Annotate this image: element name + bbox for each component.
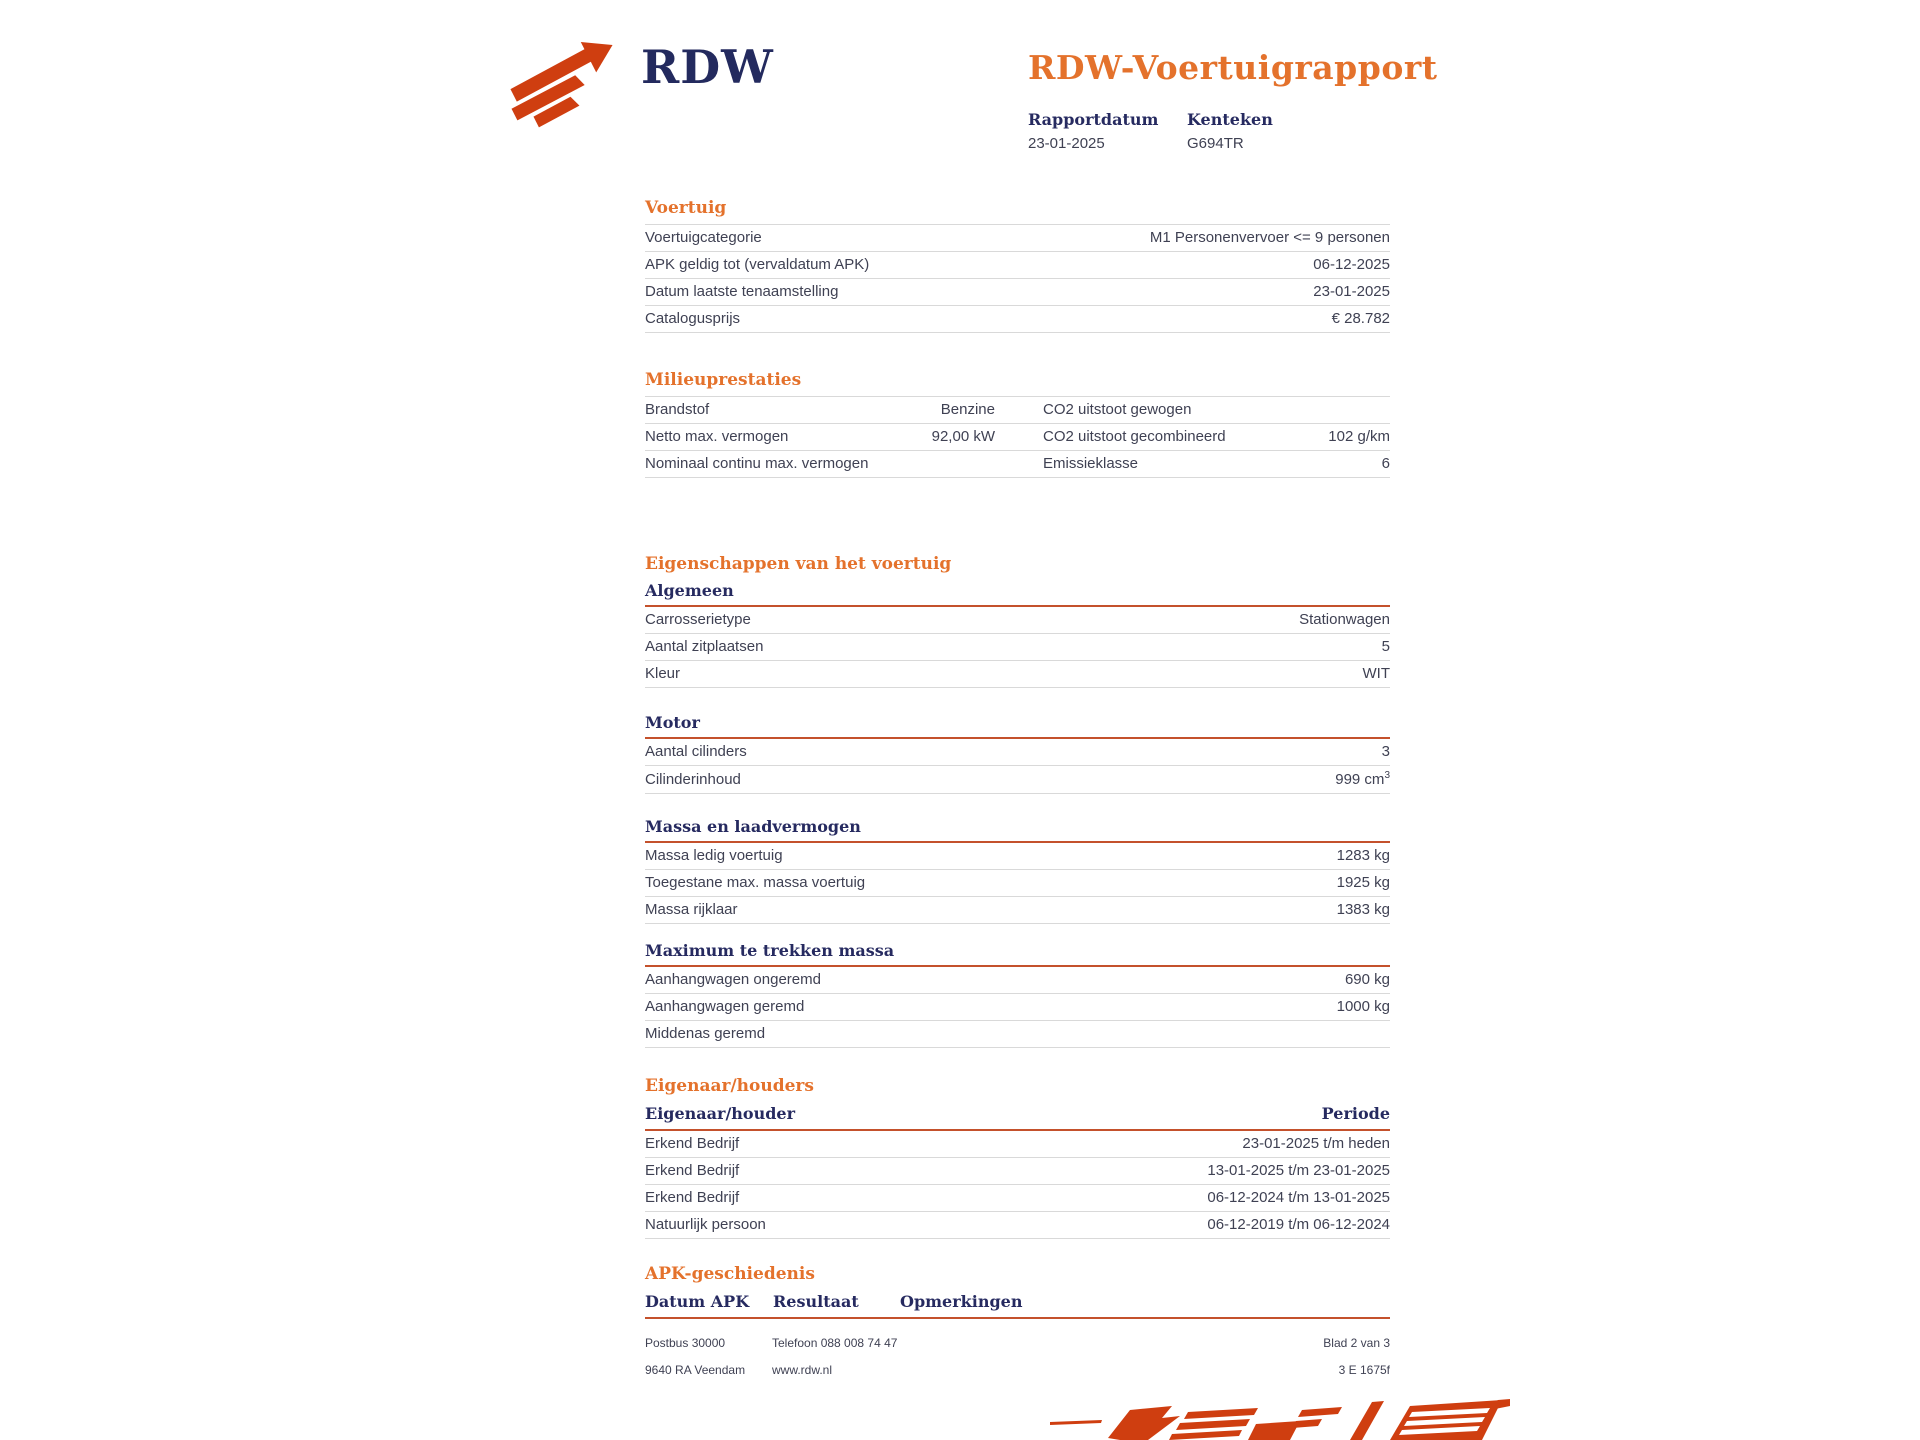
- subsection-massa: [645, 818, 1390, 924]
- section-eigenaar-houders: [645, 1076, 1390, 1239]
- section-heading: Eigenschappen van het voertuig: [645, 554, 952, 574]
- table-row: [645, 1131, 1390, 1158]
- row-label: Netto max. vermogen: [645, 428, 789, 445]
- row-label: Aantal zitplaatsen: [645, 638, 764, 655]
- row-label: Middenas geremd: [645, 1025, 766, 1042]
- table-row: [645, 661, 1390, 688]
- section-heading: Eigenaar/houders: [645, 1076, 814, 1096]
- table-row: [645, 994, 1390, 1021]
- table-row: [645, 397, 1390, 424]
- row-value: 23-01-2025: [1313, 283, 1390, 300]
- row-label: Catalogusprijs: [645, 310, 741, 327]
- row-value: Stationwagen: [1299, 611, 1390, 628]
- section-apk-geschiedenis: [645, 1264, 1390, 1319]
- table-row: [645, 225, 1390, 252]
- footer-city: 9640 RA Veendam: [645, 1363, 746, 1377]
- plate-value: G694TR: [1187, 135, 1244, 152]
- rdw-logo: [505, 40, 774, 132]
- table-row: [645, 1021, 1390, 1048]
- period-cell: 06-12-2019 t/m 06-12-2024: [1207, 1216, 1390, 1233]
- row-value: € 28.782: [1331, 310, 1390, 327]
- report-date-label: Rapportdatum: [1028, 110, 1159, 129]
- table-row: [645, 967, 1390, 994]
- row-value: 06-12-2025: [1313, 256, 1390, 273]
- rdw-logo-arrow-icon: [505, 40, 627, 132]
- subsection-algemeen: [645, 582, 1390, 688]
- row-label: Toegestane max. massa voertuig: [645, 874, 866, 891]
- row-label: Massa rijklaar: [645, 901, 738, 918]
- row-value: 690 kg: [1344, 971, 1390, 988]
- period-cell: 13-01-2025 t/m 23-01-2025: [1207, 1162, 1390, 1179]
- massa-table: [645, 843, 1390, 924]
- row-label: Aantal cilinders: [645, 743, 747, 760]
- row-label: Datum laatste tenaamstelling: [645, 283, 839, 300]
- footer-postbus: Postbus 30000: [645, 1336, 726, 1350]
- row-label: Carrosserietype: [645, 611, 751, 628]
- section-milieuprestaties: [645, 370, 1390, 478]
- row-label: Aanhangwagen geremd: [645, 998, 805, 1015]
- owner-cell: Erkend Bedrijf: [645, 1189, 740, 1206]
- subsection-heading: Algemeen: [645, 582, 1390, 607]
- row-label: Brandstof: [645, 401, 710, 418]
- table-row: [645, 306, 1390, 333]
- row-label: Cilinderinhoud: [645, 771, 741, 788]
- table-row: [645, 897, 1390, 924]
- table-row: [645, 1212, 1390, 1239]
- row-value: Benzine: [940, 401, 995, 418]
- eigenaar-table: [645, 1131, 1390, 1239]
- row-value: 6: [1381, 455, 1390, 472]
- page-footer: [645, 1330, 1390, 1384]
- row-value: 92,00 kW: [931, 428, 995, 445]
- rdw-logo-text: RDW: [641, 40, 774, 94]
- section-eigenschappen: [645, 554, 1390, 1048]
- row-value: 5: [1381, 638, 1390, 655]
- table-row: [645, 424, 1390, 451]
- superscript: 3: [1384, 770, 1390, 781]
- footer-contact: [772, 1330, 1323, 1384]
- subsection-heading: Motor: [645, 714, 1390, 739]
- row-value: 1925 kg: [1336, 874, 1390, 891]
- row-label: Aanhangwagen ongeremd: [645, 971, 821, 988]
- row-value: 999 $cm^3$: [1335, 770, 1390, 788]
- row-label: Emissieklasse: [1043, 455, 1139, 472]
- table-row: [645, 634, 1390, 661]
- section-heading: Voertuig: [645, 198, 727, 218]
- row-label: Nominaal continu max. vermogen: [645, 455, 869, 472]
- eigenaar-table-header: [645, 1104, 1390, 1131]
- report-date-value: 23-01-2025: [1028, 135, 1105, 152]
- column-header-resultaat: Resultaat: [773, 1292, 859, 1311]
- table-row: [645, 252, 1390, 279]
- table-row: [645, 607, 1390, 634]
- trekken-table: [645, 967, 1390, 1048]
- milieu-table: [645, 396, 1390, 478]
- column-header-owner: Eigenaar/houder: [645, 1104, 796, 1123]
- table-row: [645, 1185, 1390, 1212]
- row-label: Voertuigcategorie: [645, 229, 762, 246]
- row-label: Kleur: [645, 665, 681, 682]
- row-value: M1 Personenvervoer <= 9 personen: [1149, 229, 1390, 246]
- column-header-datum-apk: Datum APK: [645, 1292, 750, 1311]
- owner-cell: Erkend Bedrijf: [645, 1135, 740, 1152]
- row-label: CO2 uitstoot gecombineerd: [1043, 428, 1226, 445]
- owner-cell: Natuurlijk persoon: [645, 1216, 766, 1233]
- subsection-trekken-massa: [645, 942, 1390, 1048]
- period-cell: 23-01-2025 t/m heden: [1242, 1135, 1390, 1152]
- plate-label: Kenteken: [1187, 110, 1273, 129]
- row-value: 1283 kg: [1336, 847, 1390, 864]
- column-header-opmerkingen: Opmerkingen: [900, 1292, 1023, 1311]
- row-label: Massa ledig voertuig: [645, 847, 783, 864]
- section-heading: APK-geschiedenis: [645, 1264, 815, 1284]
- table-row: [645, 843, 1390, 870]
- footer-phone: Telefoon 088 008 74 47: [772, 1336, 898, 1350]
- row-value: 102 g/km: [1328, 428, 1390, 445]
- subsection-heading: Massa en laadvermogen: [645, 818, 1390, 843]
- footer-address: [645, 1330, 772, 1384]
- row-label: CO2 uitstoot gewogen: [1043, 401, 1192, 418]
- table-row: [645, 279, 1390, 306]
- decorative-stripes-graphic: [1050, 1398, 1510, 1440]
- report-date-block: [1028, 110, 1187, 152]
- apk-table-header: [645, 1292, 1390, 1319]
- table-row: [645, 1158, 1390, 1185]
- table-row: [645, 739, 1390, 766]
- footer-form-code: 3 E 1675f: [1338, 1363, 1390, 1377]
- period-cell: 06-12-2024 t/m 13-01-2025: [1207, 1189, 1390, 1206]
- report-meta: [1028, 110, 1346, 152]
- owner-cell: Erkend Bedrijf: [645, 1162, 740, 1179]
- row-value: WIT: [1362, 665, 1390, 682]
- footer-website-link[interactable]: www.rdw.nl: [772, 1363, 833, 1377]
- section-heading: Milieuprestaties: [645, 370, 802, 390]
- footer-page-indicator: Blad 2 van 3: [1323, 1336, 1390, 1350]
- row-value: 1000 kg: [1336, 998, 1390, 1015]
- row-value: 1383 kg: [1336, 901, 1390, 918]
- subsection-heading: Maximum te trekken massa: [645, 942, 1390, 967]
- plate-block: [1187, 110, 1346, 152]
- table-row: [645, 870, 1390, 897]
- motor-table: [645, 739, 1390, 794]
- table-row: [645, 766, 1390, 794]
- column-header-period: Periode: [1321, 1104, 1390, 1123]
- section-voertuig: [645, 198, 1390, 333]
- footer-page-info: [1323, 1330, 1390, 1384]
- page-title: RDW-Voertuigrapport: [1028, 48, 1438, 87]
- voertuig-table: [645, 224, 1390, 333]
- subsection-motor: [645, 714, 1390, 794]
- table-row: [645, 451, 1390, 478]
- row-value: 3: [1381, 743, 1390, 760]
- algemeen-table: [645, 607, 1390, 688]
- row-label: APK geldig tot (vervaldatum APK): [645, 256, 870, 273]
